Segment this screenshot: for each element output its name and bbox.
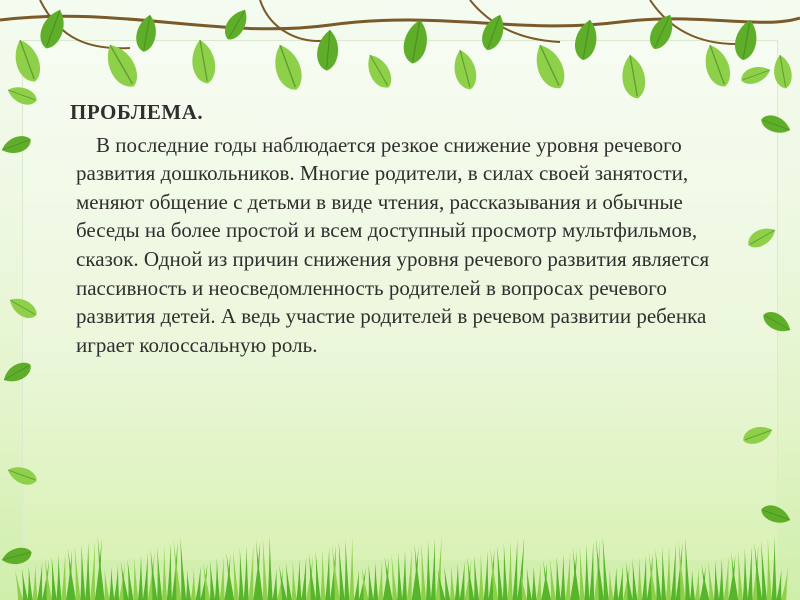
grass-blade	[618, 565, 623, 600]
grass-blade	[268, 536, 273, 600]
grass-blade	[421, 542, 426, 600]
leaf-icon	[645, 11, 678, 53]
grass-blade	[508, 541, 513, 600]
slide-heading: ПРОБЛЕМА.	[70, 100, 204, 124]
grass-blade	[536, 564, 541, 600]
grass-blade	[580, 546, 585, 600]
leaf-icon	[268, 41, 307, 94]
grass-blade	[690, 570, 695, 600]
leaf-icon	[5, 83, 39, 108]
grass-blade	[613, 567, 618, 600]
grass-blade	[532, 566, 537, 600]
grass-blade	[479, 553, 484, 600]
grass-blade	[143, 553, 148, 600]
grass-blade	[296, 559, 301, 600]
grass-blade	[474, 555, 479, 600]
grass-blade	[80, 544, 85, 600]
grass-blade	[484, 551, 489, 600]
grass-blade	[138, 555, 143, 600]
leaf-icon	[220, 6, 252, 44]
leaf-icon	[760, 308, 794, 337]
problem-text-block	[70, 98, 736, 359]
grass-blade	[748, 546, 753, 600]
grass-blade	[339, 541, 345, 600]
grass-blade	[56, 554, 61, 600]
leaf-icon	[5, 463, 39, 488]
grass-blade	[104, 569, 109, 600]
leaf-icon	[478, 12, 509, 54]
left-vine-leaves	[0, 83, 40, 568]
grass-blade	[248, 544, 253, 600]
leaf-icon	[9, 36, 45, 85]
grass-blade	[301, 557, 306, 600]
grass-blade	[15, 570, 23, 600]
grass-blade	[37, 562, 42, 600]
grass-blade	[589, 542, 594, 600]
grass-blade	[325, 547, 330, 600]
grass-blade	[685, 537, 690, 600]
grass-blade	[292, 561, 297, 600]
leaf-icon	[759, 502, 793, 527]
leaf-icon	[771, 54, 794, 90]
grass-blade	[719, 558, 724, 600]
grass-blade	[503, 543, 508, 600]
leaf-icon	[6, 294, 40, 323]
grass-blade	[560, 554, 565, 600]
leaf-icon	[0, 545, 34, 568]
grass-blade	[743, 548, 748, 600]
leaf-icon	[316, 29, 340, 71]
grass-blade	[215, 558, 220, 600]
grass-blade	[109, 567, 114, 600]
grass-blade	[402, 550, 407, 600]
grass-blade	[695, 568, 700, 600]
grass-blade	[444, 567, 450, 600]
grass-blade	[133, 557, 138, 600]
grass-blade	[75, 546, 81, 600]
grass-blade	[349, 537, 354, 600]
grass-blade	[52, 556, 57, 600]
grass-blade	[455, 563, 460, 600]
grass-blade	[637, 557, 642, 600]
leaf-icon	[361, 50, 396, 92]
leaf-icon	[759, 112, 793, 137]
grass-blade	[772, 536, 777, 600]
grass-blade	[426, 540, 431, 600]
leaf-icon	[738, 62, 772, 87]
grass-blade	[661, 547, 666, 600]
leaf-icon	[36, 6, 69, 51]
grass-blade	[61, 552, 66, 600]
grass-blade	[671, 543, 676, 600]
grass-blade	[642, 555, 647, 600]
grass-blade	[368, 564, 373, 600]
grass-blade	[263, 538, 268, 600]
grass-blade	[450, 565, 455, 600]
leaf-icon	[618, 53, 648, 100]
grass-blade	[776, 569, 781, 600]
grass-blade	[407, 548, 412, 600]
grass-blade	[512, 539, 517, 600]
grass-blade	[781, 567, 788, 600]
grass-blade	[460, 561, 465, 600]
leaf-icon	[732, 18, 759, 62]
grass-blade	[320, 549, 325, 600]
leaf-icon	[744, 223, 778, 252]
grass-blade	[114, 565, 119, 600]
leaf-icon	[740, 422, 774, 447]
leaf-icon	[401, 18, 431, 65]
grass-blade	[354, 570, 359, 600]
grass-blade	[527, 568, 532, 600]
grass-border	[15, 536, 788, 600]
grass-blade	[556, 556, 561, 600]
grass-blade	[431, 538, 436, 600]
grass-blade	[565, 552, 570, 600]
leaf-icon	[0, 133, 34, 158]
leaf-icon	[529, 40, 571, 93]
grass-blade	[708, 562, 714, 600]
grass-blade	[210, 560, 215, 600]
grass-blade	[286, 563, 292, 600]
grass-blade	[32, 564, 37, 600]
leaf-icon	[0, 358, 34, 387]
grass-blade	[85, 542, 90, 600]
grass-blade	[391, 554, 397, 600]
slide-body-text: В последние годы наблюдается резкое снижение уровня речевого развития дошкольников. Многие родители, в силах своей занятости, меняют общение с детьми в виде чтения, рассказывания и обычные беседы на более простой и всем доступный просмотр мультфильмов, сказок. Одной из причин снижения уровня речевого развития является пассивность и неосведомленность родителей в вопросах речевого развития детей. А ведь участие родителей в речевом развитии ребенка играет колоссальную роль.	[76, 132, 710, 357]
grass-blade	[186, 570, 191, 600]
leaf-icon	[699, 41, 735, 90]
grass-blade	[162, 545, 167, 600]
grass-blade	[22, 568, 28, 600]
grass-blade	[316, 551, 321, 600]
grass-blade	[378, 560, 383, 600]
right-vine-leaves	[738, 62, 794, 527]
grass-blade	[244, 546, 249, 600]
grass-blade	[497, 545, 503, 600]
grass-blade	[550, 558, 556, 600]
grass-blade	[272, 569, 277, 600]
grass-blade	[767, 538, 772, 600]
grass-blade	[373, 562, 378, 600]
grass-blade	[233, 550, 239, 600]
grass-blade	[761, 540, 767, 600]
grass-blade	[220, 556, 225, 600]
grass-blade	[584, 544, 589, 600]
grass-blade	[655, 549, 661, 600]
grass-blade	[608, 569, 613, 600]
grass-blade	[196, 566, 201, 600]
grass-blade	[738, 550, 743, 600]
grass-blade	[191, 568, 196, 600]
grass-blade	[666, 545, 671, 600]
grass-blade	[167, 543, 172, 600]
leaf-icon	[188, 38, 218, 85]
grass-blade	[724, 556, 729, 600]
grass-blade	[239, 548, 244, 600]
grass-blade	[714, 560, 719, 600]
top-vine	[0, 0, 800, 48]
grass-blade	[344, 539, 349, 600]
grass-blade	[180, 537, 186, 600]
grass-blade	[632, 559, 637, 600]
grass-blade	[157, 547, 162, 600]
grass-blade	[603, 536, 609, 600]
grass-blade	[397, 552, 402, 600]
grass-blade	[28, 566, 33, 600]
grass-blade	[127, 559, 133, 600]
grass-blade	[90, 540, 95, 600]
leaf-icon	[450, 47, 481, 92]
